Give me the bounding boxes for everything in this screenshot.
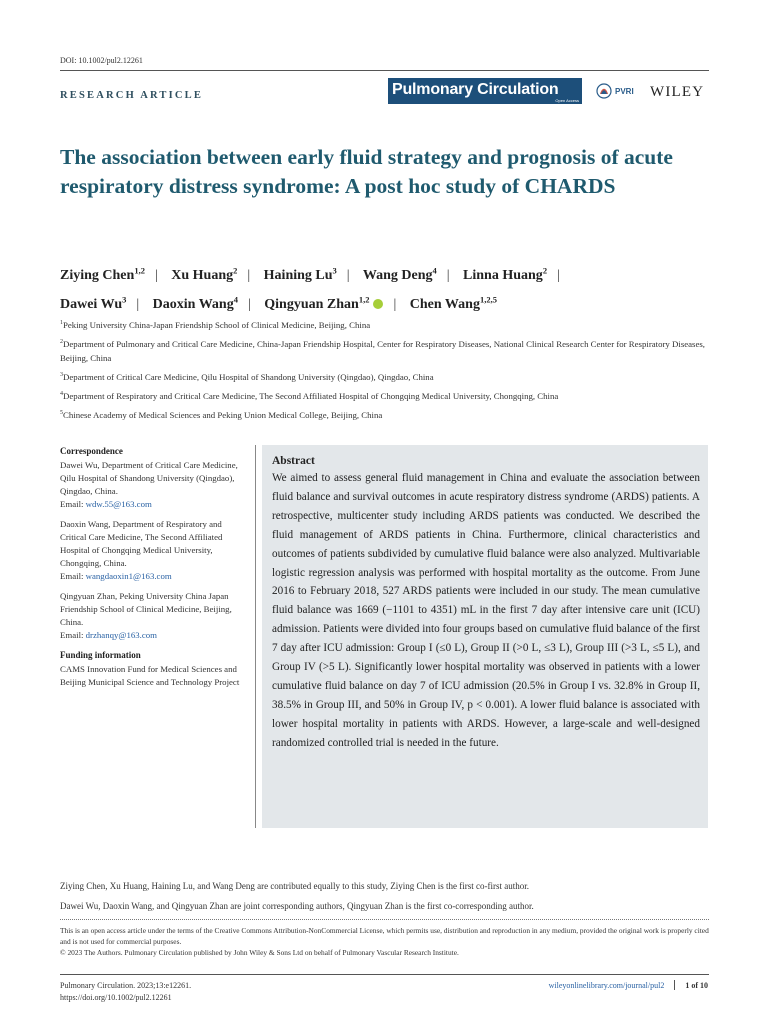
abstract-heading: Abstract (272, 455, 315, 467)
funding-text: CAMS Innovation Fund for Medical Sciences and Beijing Municipal Science and Technology Project (60, 664, 240, 687)
author[interactable]: Ziying Chen$^{1,2}$ (60, 265, 145, 283)
abstract-box (262, 445, 708, 828)
affiliation-item: $^2$Department of Pulmonary and Critical Care Medicine, China-Japan Friendship Hospital, Center for Respiratory Diseases, National Clinical Research Center for Respiratory Diseases, Beijing, China (60, 338, 705, 363)
author-list (60, 258, 720, 317)
journal-url-link[interactable]: wileyonlinelibrary.com/journal/pul2 (548, 980, 665, 990)
author-note: Dawei Wu, Daoxin Wang, and Qingyuan Zhan are joint corresponding authors, Qingyuan Zhan is the first co-corresponding author. (60, 901, 534, 911)
author-separator: | (136, 297, 140, 313)
author[interactable]: Dawei Wu$^3$ (60, 294, 127, 313)
footer-separator (674, 980, 675, 990)
journal-logo-text: Pulmonary Circulation (392, 81, 559, 98)
author[interactable]: Haining Lu$^3$ (263, 265, 337, 283)
orcid-icon[interactable] (373, 299, 383, 309)
author-separator: | (446, 267, 450, 283)
author[interactable]: Chen Wang$^{1,2,5}$ (409, 294, 497, 313)
license-block (60, 925, 720, 958)
author[interactable]: Xu Huang$^2$ (171, 265, 238, 283)
publisher-logo[interactable]: WILEY (650, 84, 705, 100)
funding-heading: Funding information (60, 650, 141, 660)
author-notes (60, 880, 720, 920)
correspondence-sidebar (60, 445, 250, 696)
copyright-text: © 2023 The Authors. Pulmonary Circulation published by John Wiley & Sons Ltd on behalf of Pulmonary Vascular Research Institute. (60, 948, 459, 957)
author-separator: | (346, 267, 350, 283)
footer-rule (60, 974, 709, 975)
dotted-divider (60, 919, 709, 920)
affiliation-item: $^1$Peking University China-Japan Friendship School of Clinical Medicine, Beijing, China (60, 319, 371, 330)
correspondence-entry: Daoxin Wang, Department of Respiratory and Critical Care Medicine, The Second Affiliated Hospital of Chongqing Medical University, Chongqing, China. Email: wangdaoxin1@163.com (60, 519, 223, 581)
footer-doi-link[interactable]: https://doi.org/10.1002/pul2.12261 (60, 993, 172, 1002)
author-note: Ziying Chen, Xu Huang, Haining Lu, and Wang Deng are contributed equally to this study, Ziying Chen is the first co-first author. (60, 881, 529, 891)
affiliation-list (60, 316, 720, 425)
author[interactable]: Qingyuan Zhan$^{1,2}$ (264, 297, 383, 312)
pvri-emblem-icon (596, 83, 612, 99)
email-link[interactable]: wdw.55@163.com (85, 499, 152, 509)
article-title: The association between early fluid strategy and prognosis of acute respiratory distress syndrome: A post hoc study of CHARDS (60, 145, 673, 198)
email-link[interactable]: wangdaoxin1@163.com (85, 571, 172, 581)
affiliation-item: $^5$Chinese Academy of Medical Sciences and Peking Union Medical College, Beijing, China (60, 409, 383, 420)
page-number: 1 of 10 (685, 980, 708, 990)
footer-right (549, 980, 708, 990)
author[interactable]: Daoxin Wang$^4$ (152, 294, 238, 313)
pvri-logo[interactable] (596, 82, 634, 100)
pvri-label: PVRI (615, 86, 634, 96)
correspondence-entry: Qingyuan Zhan, Peking University China Japan Friendship School of Clinical Medicine, Beijing, China. Email: drzhanqy@163.com (60, 591, 232, 640)
header-rule (60, 70, 709, 71)
author-separator: | (154, 267, 158, 283)
author-separator: | (393, 297, 397, 313)
license-text: This is an open access article under the terms of the Creative Commons Attribution-NonCommercial License, which permits use, distribution and reproduction in any medium, provided the original work is properly cited and is not used for commercial purposes. (60, 926, 709, 946)
author-separator: | (247, 267, 251, 283)
email-link[interactable]: drzhanqy@163.com (85, 630, 158, 640)
column-divider (255, 445, 256, 828)
correspondence-heading: Correspondence (60, 446, 123, 456)
journal-logo[interactable] (388, 78, 582, 104)
doi-line: DOI: 10.1002/pul2.12261 (60, 56, 143, 65)
affiliation-item: $^3$Department of Critical Care Medicine, Qilu Hospital of Shandong University (Qingdao), Qingdao, China (60, 371, 434, 382)
author[interactable]: Wang Deng$^4$ (362, 265, 437, 283)
abstract-text: We aimed to assess general fluid management in China and evaluate the association between fluid balance and survival outcomes in acute respiratory distress syndrome (ARDS) patients. A retrospective, multicenter study including ARDS patients was conducted. We described the fluid management of ARDS patients in China. Furthermore, clinical characteristics and outcomes of patients subdivided by cumulative fluid balance were also analyzed. Multivariable logistic regression analysis was performed with hospital mortality as the outcome. From June 2016 to February 2018, 527 ARDS patients were included in our study. The mean cumulative fluid balance was 1669 (−1101 to 4351) mL in the first 7 day after intensive care unit (ICU) admission. Patients were divided into four groups based on cumulative fluid balance of the first 7 day after ICU admission: Group I (≤0 L), Group II (>0 L, ≤3 L), Group III (>3 L, ≤5 L), and Group IV (>5 L). Significantly lower hospital mortality was observed in patients with a lower cumulative fluid balance on day 7 of ICU admission (20.5% in Group I vs. 32.8% in Group II, 38.5% in Group III, and 50% in Group IV, p < 0.001). A lower fluid balance is associated with lower hospital mortality in patients with ARDS. However, a large-scale and well-designed randomized controlled trial is needed in the future. (272, 472, 700, 749)
correspondence-entry: Dawei Wu, Department of Critical Care Medicine, Qilu Hospital of Shandong University (Qingdao), Qingdao, China. Email: wdw.55@163.com (60, 460, 238, 509)
footer-citation-block (60, 980, 191, 1004)
affiliation-item: $^4$Department of Respiratory and Critical Care Medicine, The Second Affiliated Hospital of Chongqing Medical University, Chongqing, China (60, 390, 559, 401)
author-separator: | (247, 297, 251, 313)
author-separator: | (557, 267, 560, 283)
section-label: RESEARCH ARTICLE (60, 90, 204, 101)
journal-logo-subtext: Open Access (555, 98, 579, 103)
author[interactable]: Linna Huang$^2$ (463, 265, 548, 283)
footer-citation: Pulmonary Circulation. 2023;13:e12261. (60, 981, 192, 990)
